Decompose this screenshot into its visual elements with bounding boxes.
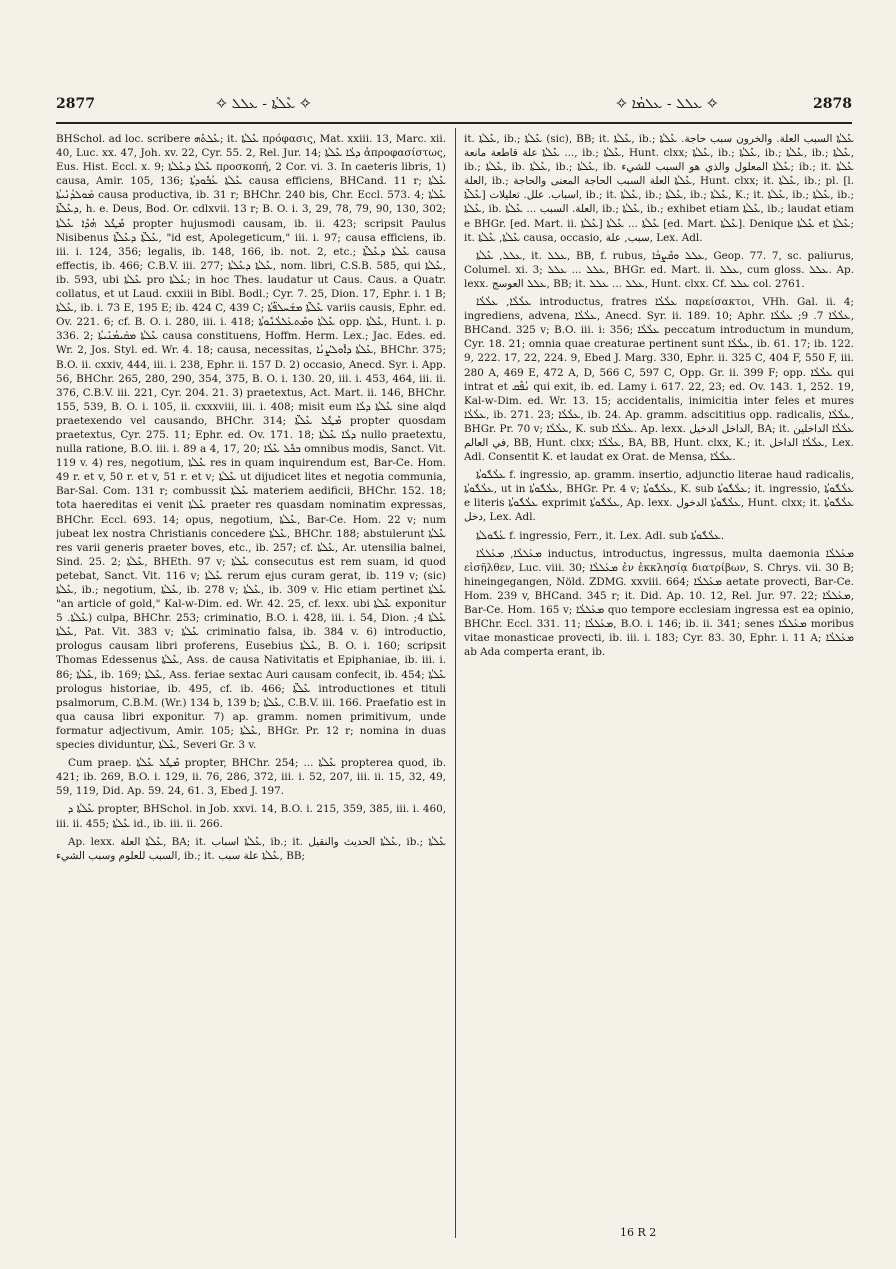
entry-paragraph: BHSchol. ad loc. scribere ܥܶܠܬܶܗ; it. ܥܶܠܬܳܐ πρόφασις, Mat. xxiii. 13, Marc. xii. 40, Luc. xx. 47, Joh. xv. 22, Cyr. 55. 2, Rel. Jur. 14; ܕܠܳܐ ܥܶܠܬܳܐ ἀπροφασίστως, Eus. Hist. Eccl. x. 9; ܥܶܠܬܳܐ ܕܥܶܠܬܳܐ προσκοπή, 2 Cor. vi. 3. In caeteris libris, 1) causa, Amir. 105, 136; ܥܶܠܬܳܐ ܥܳܒܽܘܕܬܳܐ causa efficiens, BHCand. 11 r; ܥܶܠܬܳܐ ܡܰܘܠܕܳܢܺܝܬܳܐ causa productiva, ib. 31 r; BHChr. 240 bis, Chr. Eccl. 573. 4; ܥܶܠܬܳܐ ܕܥܶܠܬ̈ܳܐ, h. e. Deus, Bod. Or. cdlxvii. 13 r; B. O. i. 3, 29, 78, 79, 90, 130, 302; ܡܶܛܽܠ ܗܳܕܶܐ ܥܶܠܬܳܐ propter hujusmodi causam, ib. ii. 423; scripsit Paulus Nisibenus ܥܶܠܬ̈ܳܐ ܕܥܶܠܬ̈ܳܐ, "id est, Apolegeticum," iii. i. 97; causa efficiens, ib. iii. i. 124, 356; legalis, ib. 148, 166, ib. not. 2, etc.; ܥܶܠܬܳܐ ܕܥܶܠܬ̈ܳܐ causa effectis, ib. 466; C.B.V. iii. 277; ܥܶܠܬܳܐ ܕܥܶܠܬܳܐ, nom. libri, C.S.B. 585, qui ܥܶܠܬܳܐ, ib. 593, ubi ܥܶܠܬܳܐ pro ܥܶܠܬܳܐ; in hoc Thes. laudatur ut Caus. Caus. a Quatr. collatus, et ut Laud. cxxiii in Bibl. Bodl.; Cyr. 7. 25, Dion. 17, Ephr. i. 1 B; ܥܶܠܬܳܐ, ib. i. 73 E, 195 E; ib. 424 C, 439 C; ܥܶܠܬ̈ܳܐ ܡܫܰܚܠܦ̈ܳܬܳܐ variis causis, Ephr. ed. Ov. 221. 6; cf. B. O. i. 280, iii. i. 418; ܥܶܠܬܳܐ ܘܡܶܬܥܰܠܠܳܢܽܘܬܳܐ opp. ܥܶܠܬܳܐ, Hunt. i. p. 336. 2; ܥܶܠܬܳܐ ܡܩܰܝܡܳܢܺܝܬܳܐ causa constituens, Hoffm. Herm. Lex.; Jac. Edes. ed. Wr. 2, Jos. Styl. ed. Wr. 4. 18; causa, necessitas, ܥܶܠܬܳܐ ܕܐܽܘܠܨܳܢܳܐ, BHChr. 375; B.O. ii. cxxiv, 444, iii. i. 238, Ephr. ii. 157 D. 2) occasio, Anecd. Syr. i. App. 56, BHChr. 265, 280, 290, 354, 375, B. O. i. 130. 20, iii. i. 453, 464, iii. ii. 376, C.B.V. iii. 221, Cyr. 204. 21. 3) praetextus, Act. Mart. ii. 146, BHChr. 155, 539, B. O. i. 105, ii. cxxxviii, iii. i. 408; misit eum ܥܶܠܬܳܐ ܕܠܳܐ sine alqd praetexendo vel causando, BHChr. 314; ܡܶܛܽܠ ܥܶܠܬ̈ܳܐ propter quosdam praetextus, Cyr. 275. 11; Ephr. ed. Ov. 171. 18; ܕܠܳܐ ܥܶܠܬܳܐ nullo praetextu, nulla ratione, B.O. iii. i. 89 a 4, 17, 20; ܒܟܽܠ ܥܶܠܳܐ omnibus modis, Sanct. Vit. 119 v. 4) res, negotium, ܥܶܠܬܳܐ res in quam inquirendum est, Bar-Ce. Hom. 49 r. et v, 50 r. et v, 51 r. et v; ܥܶܠܬܳܐ ut dijudicet lites et negotia communia, Bar-Sal. Com. 131 r; combussit ܥܶܠܬܳܐ materiem aedificii, BHChr. 152. 18; tota haereditas ei venit ܥܶܠܬܳܐ praeter res quasdam nominatim expressas, BHChr. Eccl. 693. 14; opus, negotium, ܥܶܠܬܳܐ, Bar-Ce. Hom. 22 v; num jubeat lex nostra Christianis concedere ܥܶܠܬܳܐ, BHChr. 188; abstulerunt ܥܶܠܬܳܐ res varii generis praeter boves, etc., ib. 257; cf. ܥܶܠܬܳܐ, Ar. utensilia balnei, Sind. 25. 2; ܥܶܠܬܳܐ, BHEth. 97 v; ܥܶܠܬܳܐ consecutus est rem suam, id quod petebat, Sanct. Vit. 116 v; ܥܶܠܬܳܐ rerum ejus curam gerat, ib. 119 v; (sic) ܥܶܠܬܳܐ, ib.; negotium, ܥܶܠܬܳܐ, ib. 278 v; ܥܶܠܬܳܐ, ib. 309 v. Hic etiam pertinet ܥܶܠܬܳܐ "an article of gold," Kal-w-Dim. ed. Wr. 42. 25, cf. lexx. ubi ܥܶܠܬܳܐ exponitur ܥܶܠܬܳܐ. 5) culpa, BHChr. 253; criminatio, B.O. i. 428, iii. i. 54, Dion. ܥܶܠܬܳܐ 4; ܥܶܠܬܳܐ, Pat. Vit. 383 v; ܥܶܠܬܳܐ criminatio falsa, ib. 384 v. 6) introductio, prologus causam libri proferens, Eusebius ܥܶܠܬܳܐ, B. O. i. 160; scripsit Thomas Edessenus ܥܶܠܬܳܐ, Ass. de causa Nativitatis et Epiphaniae, ib. iii. i. 86; ܥܶܠܬܳܐ, ib. 169; ܥܶܠܬܳܐ, Ass. feriae sextac Auri causam confecit, ib. 454; ܥܶܠܬܳܐ prologus historiae, ib. 495, cf. ib. 466; ܥܶܠܬ̈ܳܐ introductiones et tituli psalmorum, C.B.M. (Wr.) 134 b, 139 b; ܥܶܠܬܳܐ, C.B.V. iii. 166. Praefatio est in qua causa libri exponitur. 7) ap. gramm. nomen primitivum, unde formatur adjectivum, Amir. 105; ܥܶܠܬܳܐ, BHGr. Pr. 12 r; nomina in duas species dividuntur, ܥܶܠܬܳܐ, Severi Gr. 3 v. — [56, 133, 446, 752]
entry-paragraph: ܥܠܠ, ܥܶܠܬܳܐ, it. ܥܠܠ, BB, f. rubus, ܥܠܠ ܘܩܶܨܒܳܐ, Geop. 77. 7, sc. paliurus, Columel. xi. 3; ܥܠܠ ... ܥܠܠ, BHGr. ed. Mart. ii. ܥܠܠ, cum gloss. ܥܠܠ. Ap. lexx. ܥܠܠ العوسج, BB; it. ܥܠܠ ... ܥܠܠ, Hunt. clxx. Cf. ܥܠܠ col. 2761. — [464, 249, 854, 290]
entry-paragraph: ܡܥܰܠܠܳܐ, ܡܥܰܠܠܳܐ inductus, introductus, ingressus, multa daemonia ܡܥܰܠܠܳܐ εἰσῆλθεν, Luc. viii. 30; ܡܥܰܠܠܳܐ ἐν ἐκκλησίᾳ διατρίβων, S. Chrys. vii. 30 B; hineingegangen, Nöld. ZDMG. xxviii. 664; ܡܥܰܠܠܳܐ aetate provecti, Bar-Ce. Hom. 239 v, BHCand. 345 r; it. Did. Ap. 10. 12, Rel. Jur. 97. 22; ܡܥܰܠܠܳܐ, Bar-Ce. Hom. 165 v; ܡܥܰܠܠܳܐ quo tempore ecclesiam ingressa est ea opinio, BHChr. Eccl. 331. 11; ܡܥܰܠܠܳܐ, B.O. i. 146; ib. ii. 341; senes ܡܥܰܠܠܳܐ moribus vitae monasticae provecti, ib. iii. i. 183; Cyr. 83. 30, Ephr. i. 11 A; ܡܥܰܠܠܳܐ ab Ada comperta erant, ib. — [464, 547, 854, 659]
entry-paragraph: Ap. lexx. ܥܶܠܬܳܐ العلة, BA; it. ܥܶܠܬܳܐ اسباب, ib.; it. ܥܶܠܬܳܐ الحديث والنقيل, ib.; ܥܶܠܬܳܐ السبب للعلوم وسبب الشيء, ib.; it. ܥܶܠܬܳܐ علة سبب, BB; — [56, 835, 446, 862]
running-head-left: ✧ ܥܶܠܬܳܐ - ܥܠܠ ✧ — [216, 96, 311, 112]
column-divider — [455, 128, 456, 1238]
entry-paragraph: ܥܳܠܽܘܠܬܳܐ f. ingressio, Ferr., it. Lex. Adl. sub ܥܠܳܠܽܘܬܳܐ. — [476, 529, 725, 542]
entry-paragraph: it. ܥܶܠܬܳܐ, ib.; ܥܶܠܬܳܐ (sic), BB; it. ܥܶܠܬܳܐ, ib.; ܥܶܠܬܳܐ السبب العلة. والخرون سبب حاجة. ܥܶܠܬܳܐ ... ܥܶܠܬܳܐ علة قاطعة مانعة, ib.; ܥܶܠܬܳܐ, Hunt. clxx; ܥܶܠܬܳܐ, ib.; ܥܶܠܬܳܐ, ib.; ܥܶܠܬܳܐ, ib.; ܥܶܠܬܳܐ, ib.; ܥܶܠܬܳܐ, ib. ܥܶܠܬܳܐ, ib.; ܥܶܠܬܳܐ, ib. ܥܶܠܬܳܐ المعلول والذي هو السبب للشيء; ib.; it. ܥܶܠܬܳܐ العلة, ib.; ܥܶܠܬܳܐ العلة السبب الحاجة المعنى والحاجة, Hunt. clxx; it. ܥܶܠܬܳܐ, ib.; pl. [l. ܥܶܠܬ̈ܳܐ] اسباب. علل. تعليلات, ib.; it. ܥܶܠܬܳܐ, ib.; ܥܶܠܬܳܐ, ib.; ܥܶܠܬܳܐ, K.; it. ܥܶܠܬܳܐ, ib.; ܥܶܠܬܳܐ, ib.; ܥܶܠܬܳܐ, ib. العلة. السبب ... ܥܶܠܬܳܐ, ib.; ܥܶܠܬܳܐ, ib.; exhibet etiam ܥܶܠܬܳܐ, ib.; laudat etiam e BHGr. [ed. Mart. ii. ܥܶܠܬܳܐ] ܥܶܠܬܳܐ ... ܥܶܠܬܳܐ [ed. Mart. ܥܶܠܬܳܐ]. Denique ܥܶܠܬܳܐ et ܥܶܠܬܳܐ; it. ܥܶܠܬܳܐ, ܥܶܠܬܳܐ causa, occasio, سبب, علة, Lex. Adl. — [464, 133, 854, 244]
left-column — [56, 132, 446, 1242]
entry-paragraph: ܥܠܳܠܽܘܬܳܐ f. ingressio, ap. gramm. insertio, adjunctio literae haud radicalis, ܥܠܳܠܽܘܬܳܐ, ut in ܥܠܳܠܽܘܬܳܐ, BHGr. Pr. 4 v; ܥܠܳܠܽܘܬܳܐ, K. sub ܥܠܳܠܽܘܬܳܐ; it. ingressio, ܥܠܳܠܽܘܬܳܐ e literis ܥܠܳܠܽܘܬܳܐ exprimit ܥܠܳܠܽܘܬܳܐ, Ap. lexx. ܥܠܳܠܽܘܬܳܐ الدخول, Hunt. clxx; it. ܥܠܳܠܽܘܬܳܐ دخل, Lex. Adl. — [464, 469, 854, 524]
entry-paragraph: ܥܶܠܬܳܐ ܕ propter, BHSchol. in Job. xxvi. 14, B.O. i. 215, 359, 385, iii. i. 460, iii. ii. 455; ܥܶܠܬܳܐ id., ib. iii. ii. 266. — [56, 803, 446, 830]
running-head-right: ✧ ܥܠܠ - ܥܠܡܳܐ ✧ — [616, 96, 718, 112]
header-rule — [56, 122, 852, 124]
page-header — [56, 96, 852, 118]
entry-paragraph: ܥܠܳܠܳܐ, ܥܠܳܠܳܐ introductus, fratres ܥܠܳܠܳܐ παρείσακτοι, VHh. Gal. ii. 4; ingrediens, advena, ܥܠܳܠܳܐ, Anecd. Syr. ii. 189. 10; Aphr. ܥܠܳܠܳܐ 7. 9; ܥܠܳܠܳܐ, BHCand. 325 v; B.O. iii. i: 356; ܥܠܳܠܳܐ peccatum introductum in mundum, Cyr. 18. 21; omnia quae creaturae pertinent sunt ܥܠܳܠܳܐ, ib. 61. 17; ib. 122. 9, 222. 17, 22, 224. 9, Ebed J. Marg. 330, Ephr. ii. 325 C, 404 F, 550 F, iii. 280 A, 469 E, 472 A, D, 566 C, 597 C, Opp. Gr. ii. 399 F; opp. ܥܠܳܠܳܐ qui intrat et ܢܳܦܶܩ qui exit, ib. ed. Lamy i. 617. 22, 23; ed. Ov. 143. 1, 252. 19, Kal-w-Dim. ed. Wr. 13. 15; accidentalis, inimicitia inter feles et mures ܥܠܳܠܳܐ, ib. 271. 23; ܥܠܳܠܳܐ, ib. 24. Ap. gramm. adscititius opp. radicalis, ܥܠܳܠܳܐ, BHGr. Pr. 70 v; ܥܠܳܠܳܐ, K. sub ܥܠܳܠܳܐ. Ap. lexx. الداخل الدخيل, BA; it. ܥܠܳܠܳܐ الداخلين في العالم, BB, Hunt. clxx; ܥܠܳܠܳܐ, BA, BB, Hunt. clxx, K.; it. ܥܠܳܠܳܐ الداخل, Lex. Adl. Consentit K. et laudat ex Orat. de Mensa, ܥܠܳܠܳܐ. — [464, 296, 854, 464]
page-number-left: 2877 — [56, 96, 95, 112]
signature-mark: 16 R 2 — [620, 1226, 657, 1239]
entry-paragraph: Cum praep. ܡܶܛܽܠ ܥܶܠܬܳܐ propter, BHChr. 254; ... ܥܶܠܬܳܐ propterea quod, ib. 421; ib. 269, B.O. i. 129, ii. 76, 286, 372, iii. i. 52, 207, iii. ii. 15, 32, 49, 59, 119, Did. Ap. 59. 24, 61. 3, Ebed J. 197. — [56, 757, 446, 798]
page-number-right: 2878 — [813, 96, 852, 112]
right-column — [464, 132, 854, 1242]
